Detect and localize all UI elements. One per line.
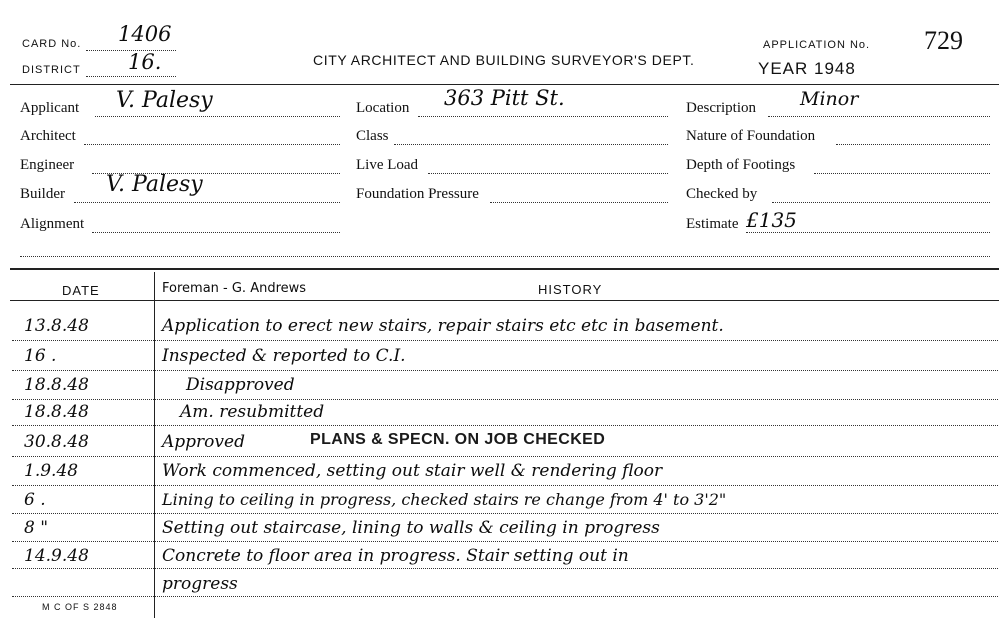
depth-line [814,173,990,174]
description-label: Description [686,100,756,116]
application-no-label: APPLICATION No. [763,39,871,51]
history-entry: Inspected & reported to C.I. [162,346,406,366]
blank-line [20,256,990,257]
application-no-value: 729 [924,26,963,55]
checked-stamp: PLANS & SPECN. ON JOB CHECKED [310,431,606,448]
builder-value: V. Palesy [106,172,203,197]
history-top-rule [10,268,999,270]
department-title: CITY ARCHITECT AND BUILDING SURVEYOR'S DEPT. [313,52,695,68]
row-line [12,456,998,457]
year-label: YEAR 1948 [758,59,856,78]
card-no-label: CARD No. [22,38,82,50]
history-entry: Lining to ceiling in progress, checked stairs re change from 4' to 3'2" [162,490,727,509]
history-entry: Concrete to floor area in progress. Stair setting out in [162,546,629,566]
foreman-name: Foreman - G. Andrews [162,281,307,296]
history-entry: Am. resubmitted [180,402,325,422]
checked-line [772,202,990,203]
history-header-rule [10,300,999,301]
alignment-line [92,232,340,233]
row-line [12,370,998,371]
history-date: 16 . [24,346,57,366]
history-column-header: HISTORY [538,282,603,297]
row-line [12,340,998,341]
description-line [768,116,990,117]
nature-of-foundation-label: Nature of Foundation [686,128,816,144]
live-load-line [428,173,668,174]
location-label: Location [356,100,410,116]
card-no-value: 1406 [118,22,172,46]
builder-label: Builder [20,186,65,202]
foundation-pressure-line [490,202,668,203]
row-line [12,513,998,514]
date-column-divider [154,272,155,618]
engineer-label: Engineer [20,157,75,173]
history-date: 1.9.48 [24,461,79,481]
applicant-value: V. Palesy [116,88,213,113]
history-date: 8 " [24,518,49,538]
header-rule [10,84,999,85]
estimate-value: £135 [746,208,797,232]
class-label: Class [356,128,389,144]
district-label: DISTRICT [22,64,81,76]
history-entry: Work commenced, setting out stair well & rendering floor [162,461,663,481]
architect-label: Architect [20,128,76,144]
history-entry: Application to erect new stairs, repair stairs etc etc in basement. [162,316,724,336]
date-column-header: DATE [62,283,100,298]
description-value: Minor [800,88,859,110]
row-line [12,568,998,569]
class-line [394,144,668,145]
row-line [12,541,998,542]
live-load-label: Live Load [356,157,419,173]
foundation-pressure-label: Foundation Pressure [356,186,479,202]
history-entry: Setting out staircase, lining to walls & ceiling in progress [162,518,660,538]
history-entry: Approved [162,432,245,452]
district-line [86,76,176,77]
row-line [12,485,998,486]
row-line [12,596,998,597]
applicant-label: Applicant [20,100,80,116]
location-line [418,116,668,117]
depth-of-footings-label: Depth of Footings [686,157,796,173]
location-value: 363 Pitt St. [444,86,565,110]
history-entry: Disapproved [186,375,295,395]
history-date: 14.9.48 [24,546,89,566]
row-line [12,425,998,426]
estimate-line [746,232,990,233]
applicant-line [95,116,340,117]
checked-by-label: Checked by [686,186,758,202]
history-date: 30.8.48 [24,432,89,452]
history-date: 18.8.48 [24,402,89,422]
estimate-label: Estimate [686,216,739,232]
row-line [12,399,998,400]
alignment-label: Alignment [20,216,85,232]
builder-line [74,202,340,203]
district-value: 16. [128,50,162,74]
architect-line [84,144,340,145]
form-code: M C OF S 2848 [42,602,118,612]
history-date: 18.8.48 [24,375,89,395]
history-entry: progress [162,574,238,594]
nature-line [836,144,990,145]
history-date: 13.8.48 [24,316,89,336]
history-date: 6 . [24,490,46,510]
